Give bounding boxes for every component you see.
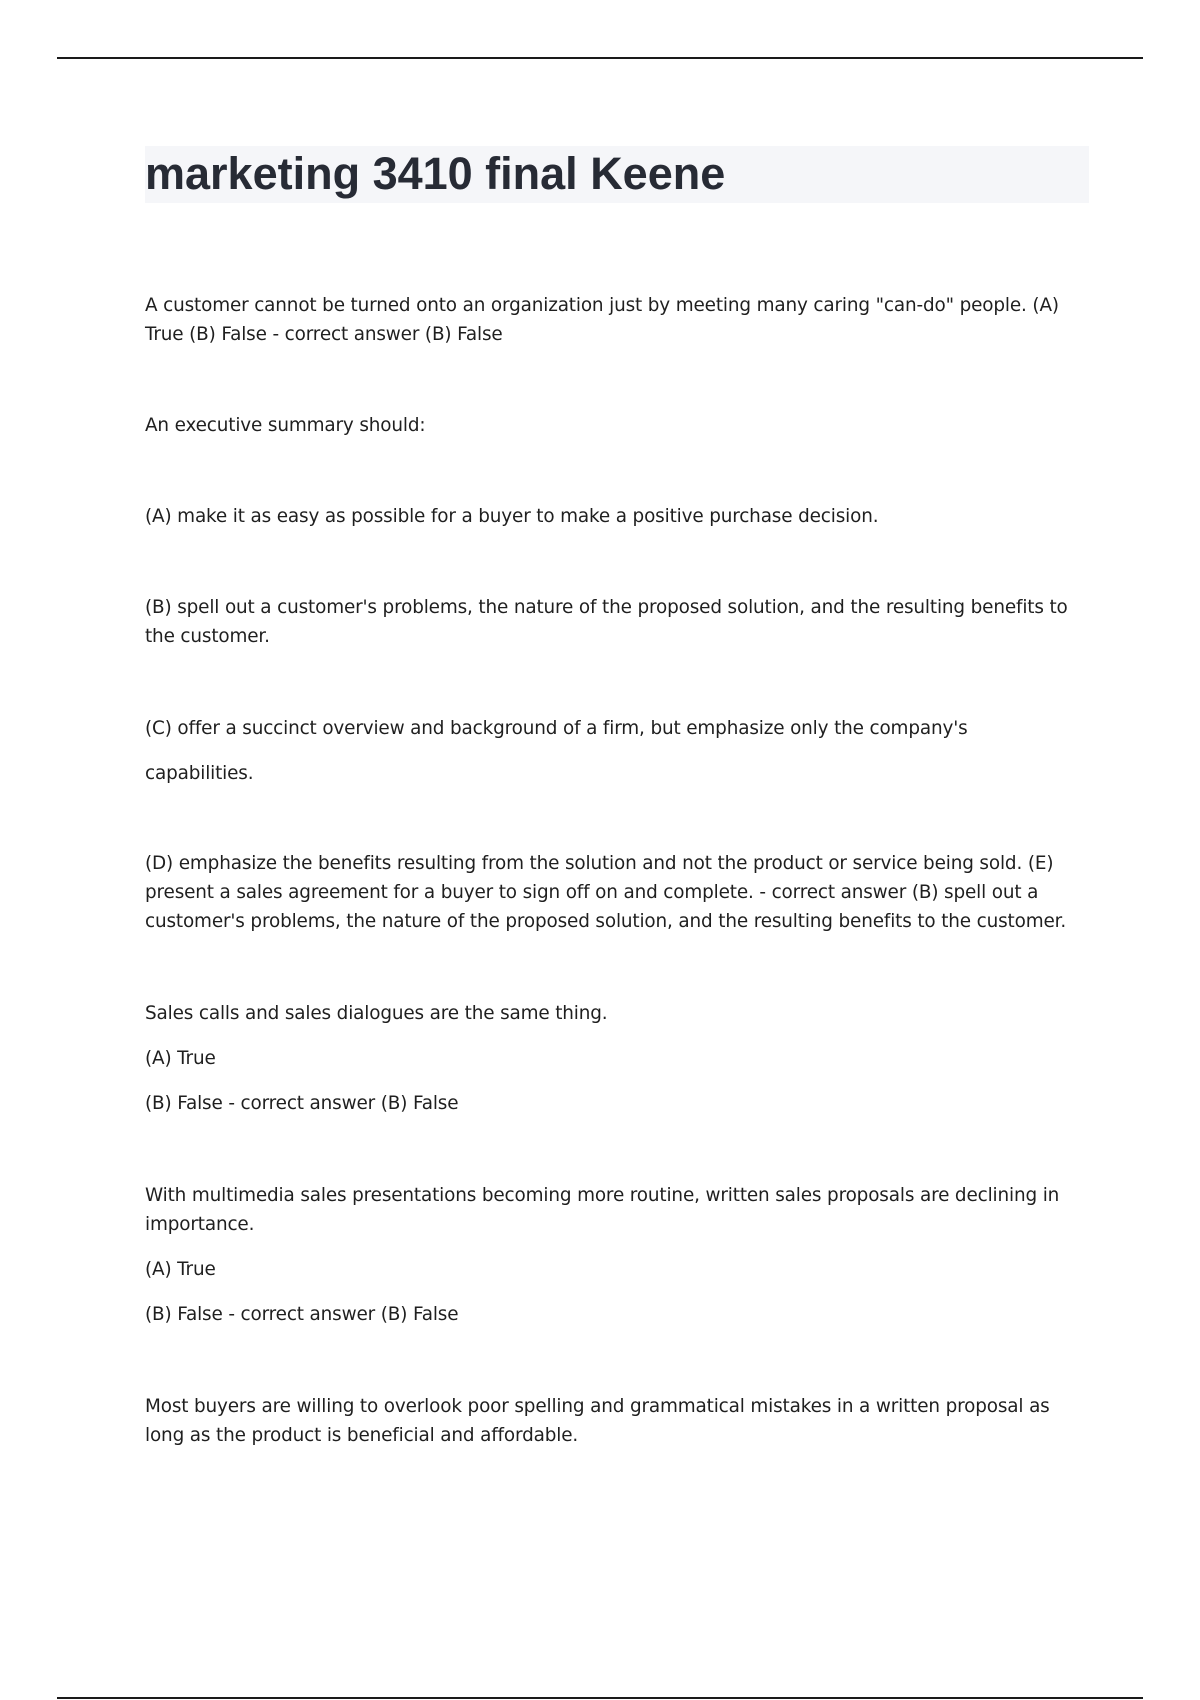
paragraph-3: (A) make it as easy as possible for a buyer to make a positive purchase decision. [145, 506, 879, 527]
paragraph-7: (D) emphasize the benefits resulting from the solution and not the product or service being sold. (E) present a sales agreement for a buyer to sign off on and complete. - correct answer (B) spell out a customer's problems, the nature of the proposed solution, and the resulting benefits to the customer. [145, 853, 1067, 932]
paragraph-12: (A) True [145, 1259, 216, 1280]
top-rule [57, 57, 1143, 59]
paragraph-14: Most buyers are willing to overlook poor spelling and grammatical mistakes in a written proposal as long as the product is beneficial and affordable. [145, 1396, 1050, 1446]
paragraph-4: (B) spell out a customer's problems, the nature of the proposed solution, and the resulting benefits to the customer. [145, 597, 1068, 647]
paragraph-2: An executive summary should: [145, 415, 426, 436]
paragraph-1: A customer cannot be turned onto an organization just by meeting many caring "can-do" people. (A) True (B) False - correct answer (B) False [145, 295, 1059, 345]
paragraph-10: (B) False - correct answer (B) False [145, 1093, 459, 1114]
paragraph-13: (B) False - correct answer (B) False [145, 1304, 459, 1325]
paragraph-9: (A) True [145, 1048, 216, 1069]
paragraph-8: Sales calls and sales dialogues are the same thing. [145, 1003, 608, 1024]
paragraph-11: With multimedia sales presentations becoming more routine, written sales proposals are declining in importance. [145, 1185, 1060, 1235]
paragraph-5: (C) offer a succinct overview and background of a firm, but emphasize only the company's [145, 718, 968, 739]
document-title: marketing 3410 final Keene [145, 148, 726, 199]
bottom-rule [57, 1697, 1143, 1699]
paragraph-6: capabilities. [145, 763, 254, 784]
